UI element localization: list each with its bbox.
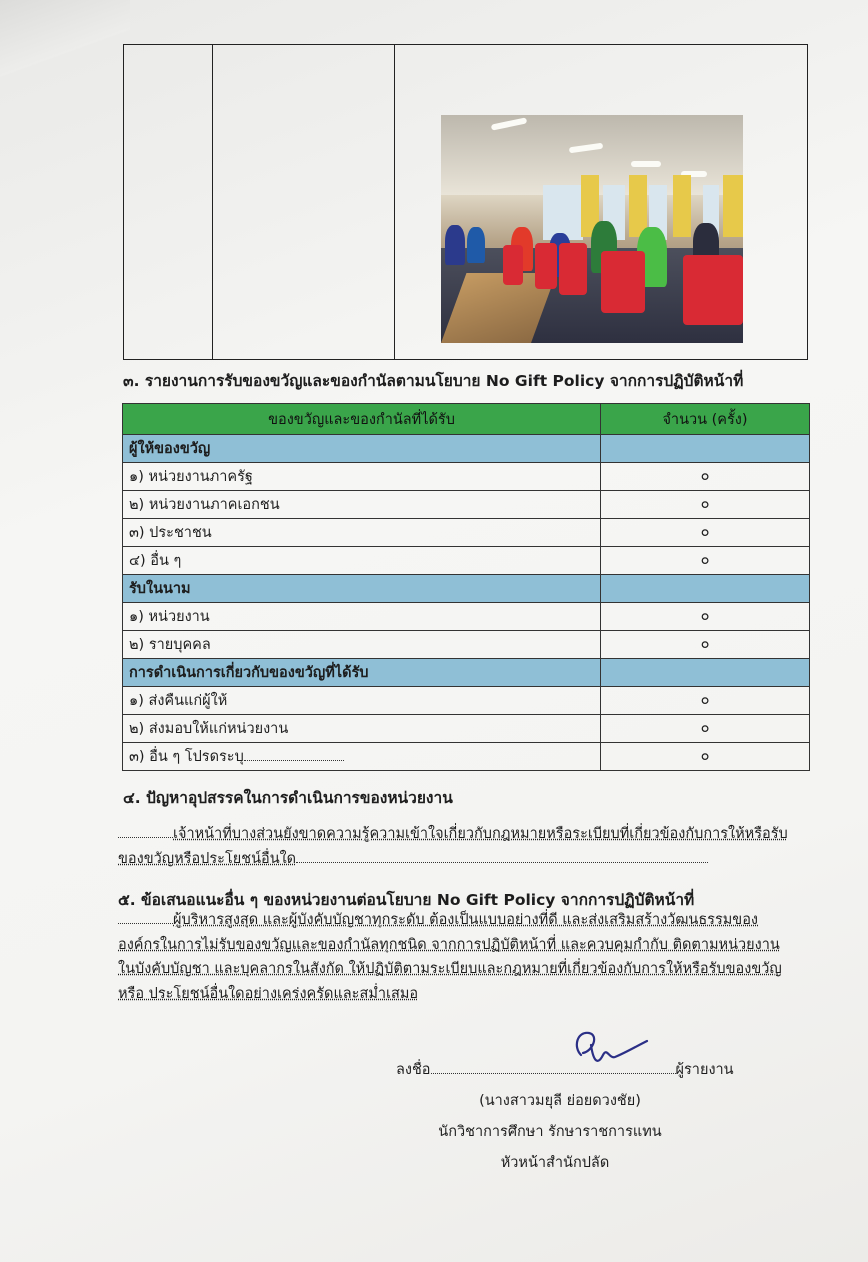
section5-line: ผู้บริหารสูงสุด และผู้บังคับบัญชาทุกระดับ ต้องเป็นแบบอย่างที่ดี และส่งเสริมสร้างวัฒนธรรมของ [173, 912, 759, 928]
signature-line [396, 1058, 734, 1081]
section4-body [118, 822, 788, 871]
section4-title: ๔. ปัญหาอุปสรรคในการดำเนินการของหน่วยงาน [123, 789, 453, 807]
section5-line: ในบังคับบัญชา และบุคลากรในสังกัด ให้ปฏิบัติตามระเบียบและกฎหมายที่เกี่ยวข้องกับการให้หรือรับของขวัญ [118, 961, 782, 977]
signer-office: หัวหน้าสำนักปลัด [500, 1155, 610, 1171]
row-value: ๐ [700, 496, 710, 512]
header-count: จำนวน (ครั้ง) [601, 404, 810, 435]
group-title: รับในนาม [123, 575, 601, 603]
section5-line: องค์กรในการไม่รับของขวัญและของกำนัลทุกชนิด จากการปฏิบัติหน้าที่ และควบคุมกำกับ ติดตามหน่วยงาน [118, 936, 780, 953]
row-label: ๓) ประชาชน [123, 519, 601, 547]
handwritten-signature [563, 1025, 653, 1075]
row-value: ๐ [700, 720, 710, 736]
reporter-label: ผู้รายงาน [675, 1062, 734, 1078]
section5-title: ๕. ข้อเสนอแนะอื่น ๆ ของหน่วยงานต่อนโยบาย No Gift Policy จากการปฏิบัติหน้าที่ [118, 891, 695, 909]
row-label: ๓) อื่น ๆ โปรดระบุ [129, 749, 244, 765]
table-cell [124, 45, 213, 359]
row-label: ๒) หน่วยงานภาคเอกชน [123, 491, 601, 519]
row-label: ๒) รายบุคคล [123, 631, 601, 659]
signer-name: (นางสาวมยุลี ย่อยดวงชัย) [479, 1093, 641, 1109]
sign-label: ลงชื่อ [396, 1062, 431, 1078]
row-value: ๐ [700, 468, 710, 484]
row-value: ๐ [700, 552, 710, 568]
group-title: ผู้ให้ของขวัญ [123, 435, 601, 463]
sign-dotted-line [431, 1059, 676, 1074]
row-label: ๒) ส่งมอบให้แก่หน่วยงาน [123, 715, 601, 743]
header-item: ของขวัญและของกำนัลที่ได้รับ [123, 404, 601, 435]
paper-fold-shadow [0, 0, 130, 80]
row-value: ๐ [700, 524, 710, 540]
row-label: ๑) หน่วยงานภาครัฐ [123, 463, 601, 491]
row-label: ๔) อื่น ๆ [123, 547, 601, 575]
table-cell [395, 45, 807, 359]
section4-line: ของขวัญหรือประโยชน์อื่นใด [118, 850, 297, 867]
meeting-photo [441, 115, 743, 343]
signer-position: นักวิชาการศึกษา รักษาราชการแทน [438, 1124, 662, 1140]
group-title: การดำเนินการเกี่ยวกับของขวัญที่ได้รับ [123, 659, 601, 687]
row-value: ๐ [700, 608, 710, 624]
row-label: ๑) ส่งคืนแก่ผู้ให้ [123, 687, 601, 715]
row-label: ๑) หน่วยงาน [123, 603, 601, 631]
row-value: ๐ [700, 692, 710, 708]
row-value: ๐ [700, 748, 710, 764]
section3-title: ๓. รายงานการรับของขวัญและของกำนัลตามนโยบาย No Gift Policy จากการปฏิบัติหน้าที่ [123, 372, 744, 390]
section4-line: เจ้าหน้าที่บางส่วนยังขาดความรู้ความเข้าใจเกี่ยวกับกฎหมายหรือระเบียบที่เกี่ยวข้องกับการให้หรือรับ [173, 826, 788, 842]
table-cell [213, 45, 395, 359]
section5-body [118, 908, 782, 1006]
photo-table [123, 44, 808, 360]
row-value: ๐ [700, 636, 710, 652]
gift-table [122, 403, 810, 771]
section5-line: หรือ ประโยชน์อื่นใดอย่างเคร่งครัดและสม่ำเสมอ [118, 985, 419, 1002]
fill-in-line [244, 760, 344, 761]
